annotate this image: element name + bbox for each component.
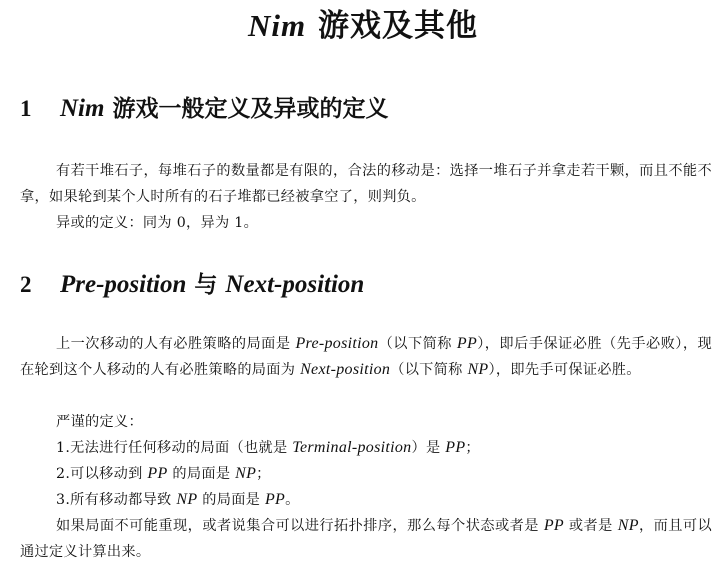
text-run: ，而且可以通过定义计算出来。 bbox=[20, 518, 712, 560]
text-run: 2.可以移动到 bbox=[56, 466, 148, 482]
definition-item-3 bbox=[56, 487, 300, 513]
section-1-number: 1 bbox=[20, 96, 32, 121]
term-np: NP bbox=[176, 491, 198, 508]
section-1-title-text: 游戏一般定义及异或的定义 bbox=[104, 95, 389, 122]
section-2-title-mid: 与 bbox=[186, 271, 226, 298]
section-2-final-paragraph bbox=[20, 513, 712, 565]
section-1-title-latin: Nim bbox=[60, 95, 105, 122]
term-pp: PP bbox=[147, 465, 168, 482]
text-run: 如果局面不可能重现，或者说集合可以进行拓扑排序，那么每个状态或者是 bbox=[56, 518, 544, 534]
title-chinese: 游戏及其他 bbox=[306, 8, 478, 44]
section-2-heading bbox=[20, 270, 364, 300]
section-2-title-next: Next-position bbox=[225, 271, 365, 298]
text-run: （以下简称 bbox=[390, 362, 468, 378]
text-run: 上一次移动的人有必胜策略的局面是 bbox=[56, 336, 296, 352]
definition-item-2 bbox=[56, 461, 271, 487]
text-run: ； bbox=[256, 466, 271, 482]
strict-definition-label: 严谨的定义： bbox=[56, 414, 143, 430]
term-np: NP bbox=[617, 517, 639, 534]
section-2-number: 2 bbox=[20, 272, 32, 297]
text-run: 1.无法进行任何移动的局面（也就是 bbox=[56, 440, 293, 456]
text-run: （以下简称 bbox=[378, 336, 457, 352]
section-1-heading bbox=[20, 94, 388, 124]
term-pp: PP bbox=[445, 439, 466, 456]
term-pp: PP bbox=[264, 491, 286, 508]
term-pp: PP bbox=[543, 517, 564, 534]
text-run: 。 bbox=[285, 492, 300, 508]
text-run: ； bbox=[465, 440, 480, 456]
section-2-paragraph-1 bbox=[20, 331, 712, 383]
section-2-title-pre: Pre-position bbox=[60, 271, 187, 298]
section-1-xor-definition: 异或的定义：同为 0，异为 1。 bbox=[56, 215, 259, 231]
section-1-title bbox=[60, 95, 388, 122]
text-run: 3.所有移动都导致 bbox=[56, 492, 177, 508]
section-1-paragraph-1: 有若干堆石子，每堆石子的数量都是有限的，合法的移动是：选择一堆石子并拿走若干颗，而且不能不拿，如果轮到某个人时所有的石子堆都已经被拿空了，则判负。 bbox=[20, 163, 712, 205]
text-run: ），即后手保证必胜（先手必败），现在轮到这个人移动的人有必胜策略的局面为 bbox=[20, 336, 712, 378]
term-terminal-position: Terminal-position bbox=[292, 439, 412, 456]
term-np: NP bbox=[467, 361, 489, 378]
term-pp: PP bbox=[456, 335, 478, 352]
term-pre-position: Pre-position bbox=[295, 335, 379, 352]
title-latin: Nim bbox=[248, 8, 307, 43]
text-run: 的局面是 bbox=[167, 466, 236, 482]
text-run: 或者是 bbox=[563, 518, 618, 534]
document-title bbox=[0, 6, 726, 46]
section-2-title bbox=[60, 271, 364, 298]
text-run: 的局面是 bbox=[197, 492, 265, 508]
term-np: NP bbox=[235, 465, 257, 482]
definition-item-1 bbox=[56, 435, 480, 461]
term-next-position: Next-position bbox=[300, 361, 391, 378]
text-run: ）是 bbox=[411, 440, 446, 456]
text-run: ），即先手可保证必胜。 bbox=[488, 362, 641, 378]
